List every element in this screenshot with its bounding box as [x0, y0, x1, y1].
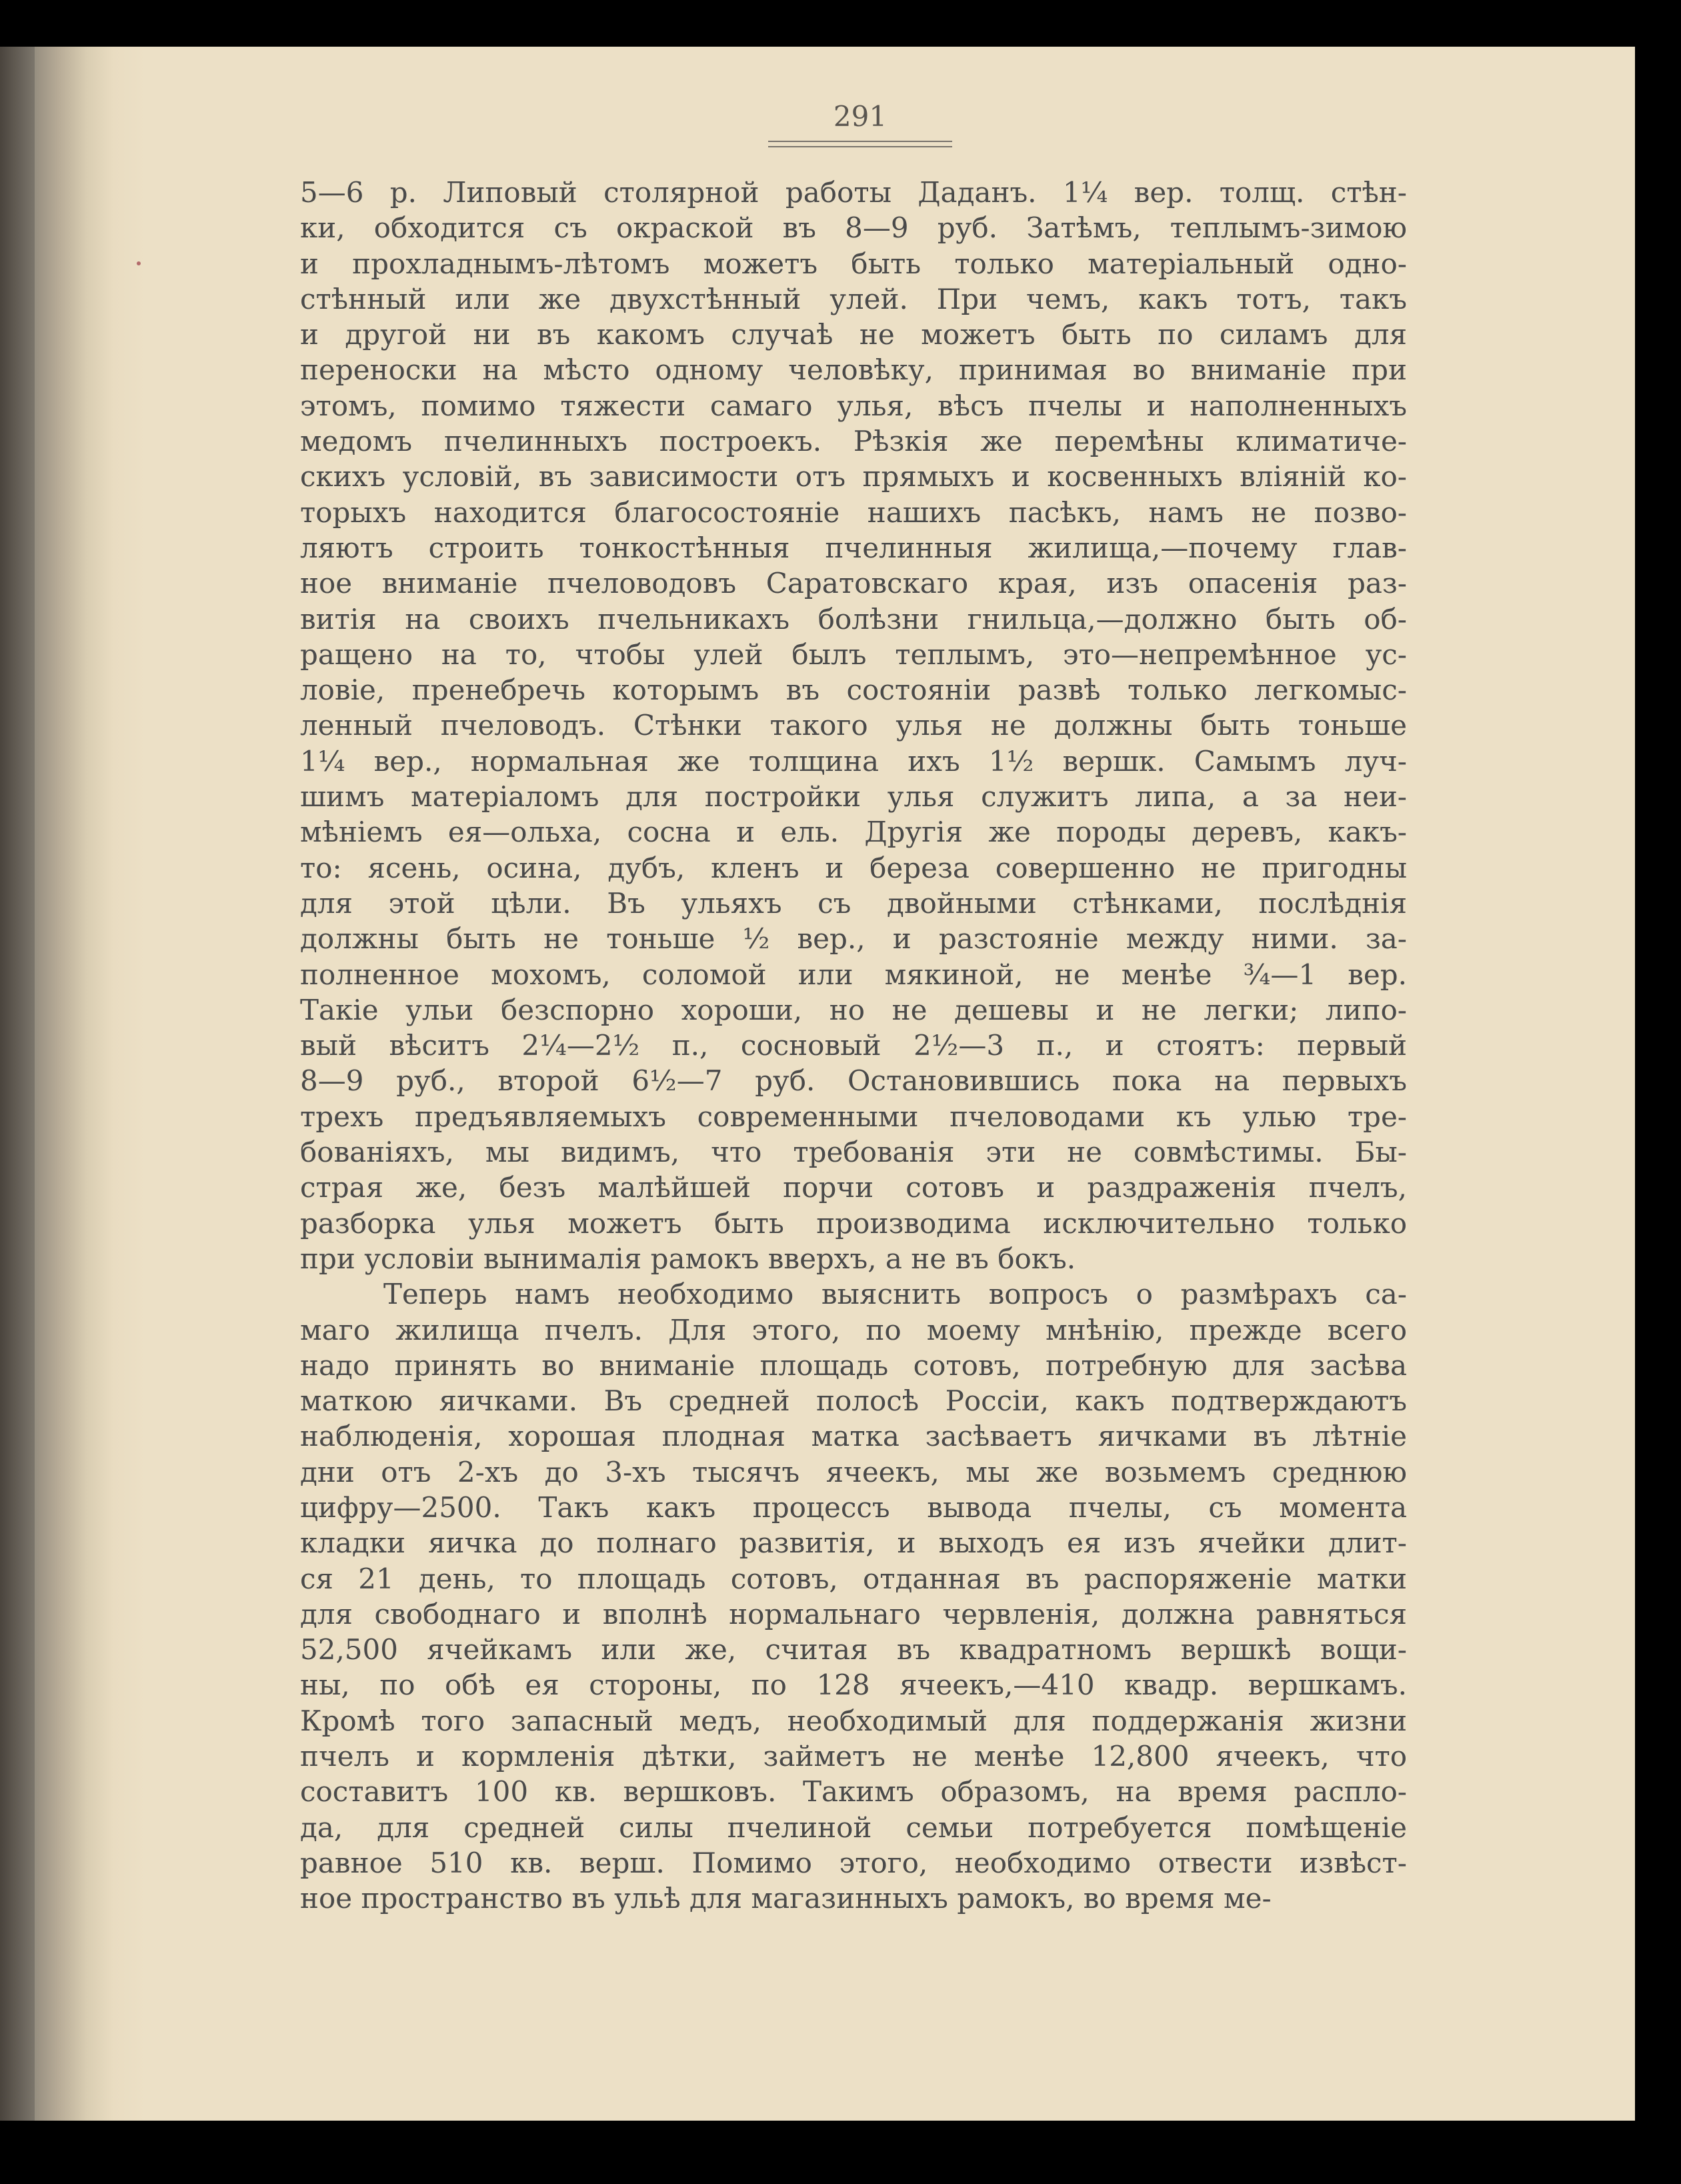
- book-spine-shadow: [0, 47, 35, 2121]
- text-line: разборка улья можетъ быть производима исключительно только: [300, 1206, 1407, 1240]
- text-line: трехъ предъявляемыхъ современными пчеловодами къ улью тре-: [300, 1100, 1407, 1133]
- text-line: и прохладнымъ-лѣтомъ можетъ быть только матеріальный одно-: [300, 247, 1407, 280]
- text-line: ное пространство въ ульѣ для магазинныхъ рамокъ, во время ме-: [300, 1882, 1272, 1915]
- text-line: мѣніемъ ея—ольха, сосна и ель. Другія же породы деревъ, какъ-: [300, 816, 1407, 849]
- text-line: шимъ матеріаломъ для постройки улья служитъ липа, а за неи-: [300, 780, 1407, 814]
- text-line: ловіе, пренебречь которымъ въ состояніи развѣ только легкомыс-: [300, 674, 1407, 707]
- text-line: ращено на то, чтобы улей былъ теплымъ, это—непремѣнное ус-: [300, 638, 1407, 671]
- text-line: этомъ, помимо тяжести самаго улья, вѣсъ пчелы и наполненныхъ: [300, 389, 1407, 422]
- text-line: витія на своихъ пчельникахъ болѣзни гнильца,—должно быть об-: [300, 602, 1407, 636]
- text-line: для этой цѣли. Въ ульяхъ съ двойными стѣнками, послѣднія: [300, 886, 1407, 920]
- text-line: полненное мохомъ, соломой или мякиной, не менѣе ¾—1 вер.: [300, 958, 1407, 991]
- ink-spot: [137, 261, 141, 265]
- header-rule-top: [768, 141, 952, 142]
- text-line: надо принять во вниманіе площадь сотовъ, потребную для засѣва: [300, 1348, 1407, 1382]
- text-line: цифру—2500. Такъ какъ процессъ вывода пчелы, съ момента: [300, 1490, 1407, 1524]
- text-line: ленный пчеловодъ. Стѣнки такого улья не должны быть тоньше: [300, 709, 1407, 742]
- text-line: пчелъ и кормленія дѣтки, займетъ не менѣе 12,800 ячеекъ, что: [300, 1740, 1407, 1773]
- text-line: стѣнный или же двухстѣнный улей. При чемъ, какъ тотъ, такъ: [300, 282, 1407, 315]
- text-line: то: ясень, осина, дубъ, кленъ и береза совершенно не пригодны: [300, 851, 1407, 884]
- text-line: ны, по обѣ ея стороны, по 128 ячеекъ,—410 квадр. вершкамъ.: [300, 1669, 1407, 1702]
- text-line: ное вниманіе пчеловодовъ Саратовскаго края, изъ опасенія раз-: [300, 567, 1407, 600]
- text-line: для свободнаго и вполнѣ нормальнаго червленія, должна равняться: [300, 1597, 1407, 1630]
- page-number: 291: [833, 100, 888, 133]
- text-line: при условіи вынималія рамокъ вверхъ, а не въ бокъ.: [300, 1242, 1076, 1275]
- text-line: переноски на мѣсто одному человѣку, принимая во вниманіе при: [300, 353, 1407, 387]
- header-rule-bottom: [768, 146, 952, 147]
- text-line: скихъ условій, въ зависимости отъ прямыхъ и косвенныхъ вліяній ко-: [300, 460, 1407, 493]
- text-line: торыхъ находится благосостояніе нашихъ пасѣкъ, намъ не позво-: [300, 495, 1407, 529]
- text-line: бованіяхъ, мы видимъ, что требованія эти не совмѣстимы. Бы-: [300, 1136, 1407, 1169]
- text-line: составитъ 100 кв. вершковъ. Такимъ образомъ, на время распло-: [300, 1775, 1407, 1809]
- text-line: Кромѣ того запасный медъ, необходимый для поддержанія жизни: [300, 1704, 1407, 1737]
- text-line: 5—6 р. Липовый столярной работы Даданъ. 1¼ вер. толщ. стѣн-: [300, 176, 1407, 209]
- text-line: дни отъ 2-хъ до 3-хъ тысячъ ячеекъ, мы же возьмемъ среднюю: [300, 1455, 1407, 1488]
- text-line: маткою яичками. Въ средней полосѣ Россіи, какъ подтверждаютъ: [300, 1384, 1407, 1418]
- text-line: наблюденія, хорошая плодная матка засѣваетъ яичками въ лѣтніе: [300, 1420, 1407, 1453]
- text-line: Теперь намъ необходимо выяснить вопросъ о размѣрахъ са-: [383, 1278, 1407, 1311]
- text-line: и другой ни въ какомъ случаѣ не можетъ быть по силамъ для: [300, 318, 1407, 351]
- text-line: ки, обходится съ окраской въ 8—9 руб. Затѣмъ, теплымъ-зимою: [300, 211, 1407, 245]
- text-line: 1¼ вер., нормальная же толщина ихъ 1½ вершк. Самымъ луч-: [300, 744, 1407, 778]
- text-line: ся 21 день, то площадь сотовъ, отданная въ распоряженіе матки: [300, 1562, 1407, 1595]
- text-line: вый вѣситъ 2¼—2½ п., сосновый 2½—3 п., и стоятъ: первый: [300, 1029, 1407, 1062]
- text-line: маго жилища пчелъ. Для этого, по моему мнѣнію, прежде всего: [300, 1313, 1407, 1346]
- text-line: Такіе ульи безспорно хороши, но не дешевы и не легки; липо-: [300, 993, 1407, 1026]
- body-text: [300, 175, 1407, 1917]
- text-line: ляютъ строить тонкостѣнныя пчелинныя жилища,—почему глав-: [300, 531, 1407, 564]
- text-line: 52,500 ячейкамъ или же, считая въ квадратномъ вершкѣ вощи-: [300, 1633, 1407, 1667]
- text-line: 8—9 руб., второй 6½—7 руб. Остановившись пока на первыхъ: [300, 1064, 1407, 1098]
- text-line: медомъ пчелинныхъ построекъ. Рѣзкія же перемѣны климатиче-: [300, 425, 1407, 458]
- text-line: да, для средней силы пчелиной семьи потребуется помѣщеніе: [300, 1811, 1407, 1844]
- text-line: равное 510 кв. верш. Помимо этого, необходимо отвести извѣст-: [300, 1846, 1407, 1879]
- text-line: страя же, безъ малѣйшей порчи сотовъ и раздраженія пчелъ,: [300, 1171, 1407, 1204]
- text-line: должны быть не тоньше ½ вер., и разстояніе между ними. за-: [300, 922, 1407, 956]
- text-line: кладки яичка до полнаго развитія, и выходъ ея изъ ячейки длит-: [300, 1526, 1407, 1560]
